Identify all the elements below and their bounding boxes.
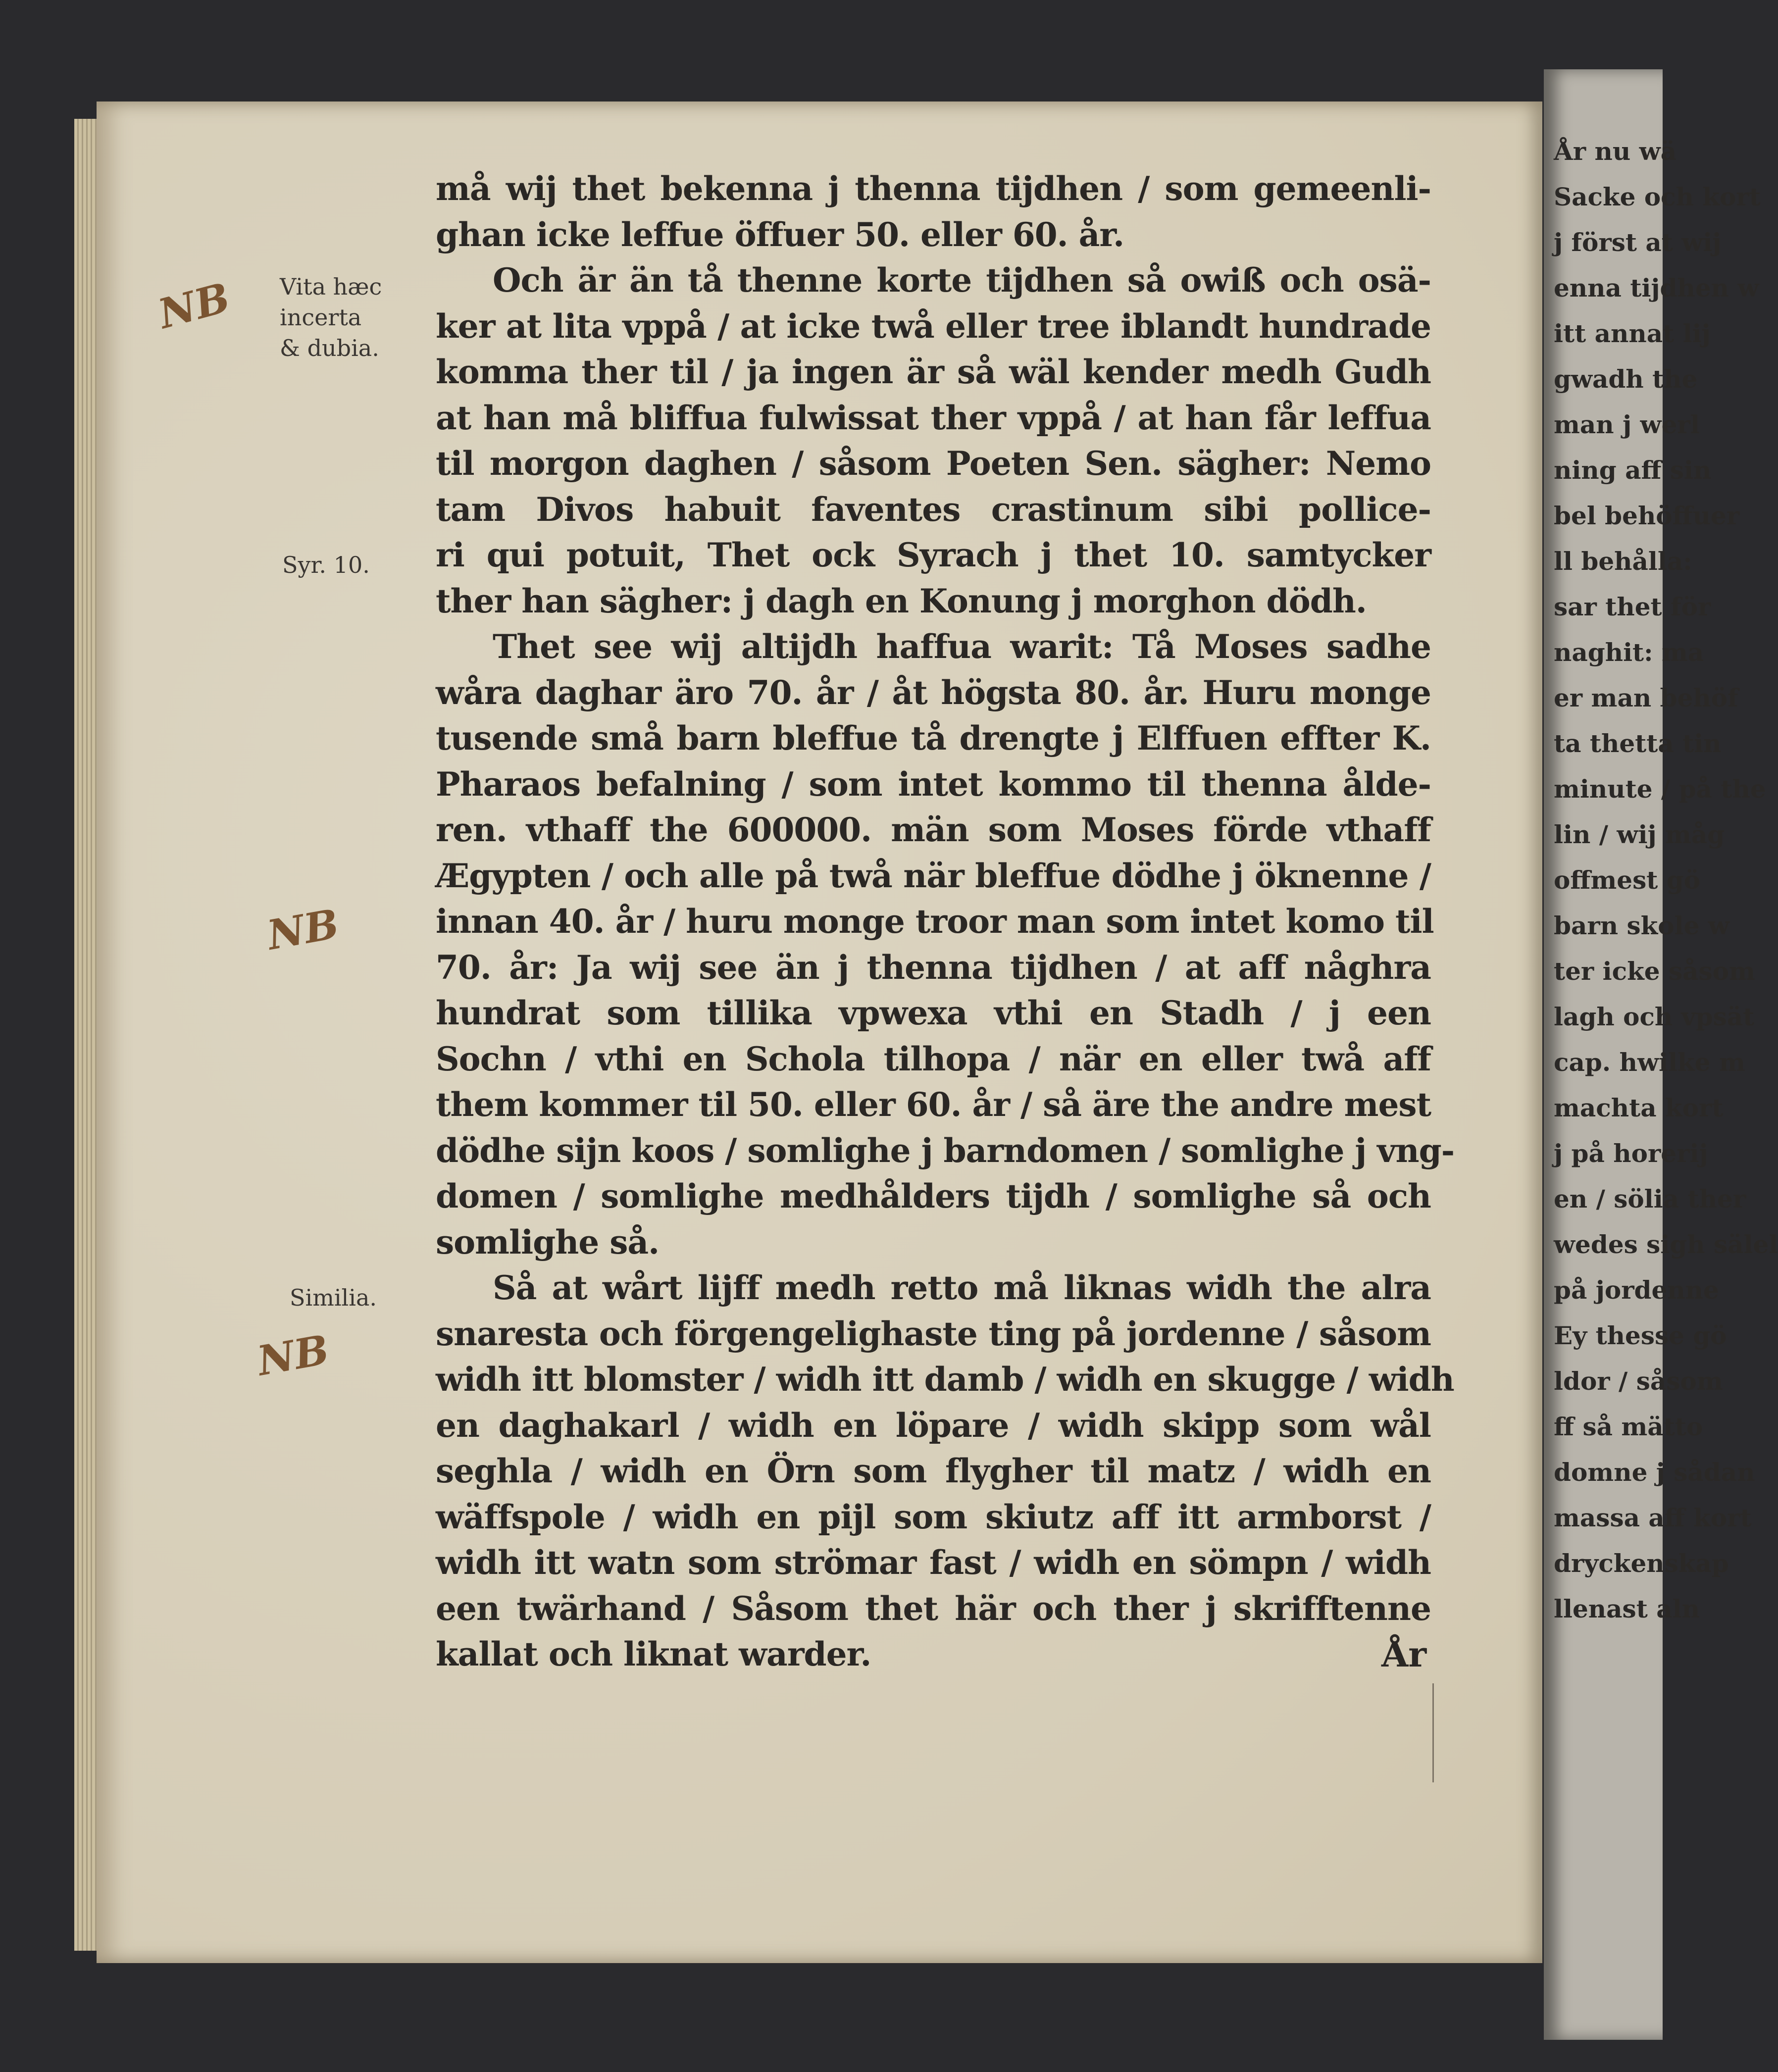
facing-page-line: År nu wä [1554,137,1677,166]
handwritten-nb-mark: NB [254,1326,333,1385]
text-line: innan 40. år / huru monge troor man som intet komo til [436,902,1434,941]
text-line: ther han sägher: j dagh en Konung j morghon dödh. [436,581,1367,620]
text-line: tusende små barn bleffue tå drengte j Elffuen effter K. [436,719,1431,758]
facing-page-line: ff så mätto [1554,1412,1703,1441]
text-line: 70. år: Ja wij see än j thenna tijdhen / at aff någhra [436,948,1431,987]
facing-page-line: cap. hwilke m [1554,1048,1745,1077]
facing-page-line: ter icke såsom [1554,957,1755,986]
text-line: må wij thet bekenna j thenna tijdhen / som gemeenli- [436,169,1431,208]
text-line: ker at lita vppå / at icke twå eller tree iblandt hundrade [436,306,1431,346]
facing-page-line: gwadh the [1554,364,1698,394]
text-line: en daghakarl / widh en löpare / widh skipp som wål [436,1406,1431,1445]
facing-page-line: en / sölia ther [1554,1184,1746,1213]
text-line: ghan icke leffue öffuer 50. eller 60. år. [436,215,1124,254]
text-line: at han må bliffua fulwissat ther vppå / at han får leffua [436,398,1431,437]
facing-page-line: ldor / såsom [1554,1366,1723,1396]
facing-page-line: ta thetta tin [1554,729,1722,758]
text-line: Thet see wij altijdh haffua warit: Tå Moses sadhe [493,627,1431,666]
main-text-block [436,166,1455,1677]
facing-page-line: massa aff kort [1554,1503,1752,1532]
facing-page-line: llenast aln [1554,1594,1700,1623]
text-line: wäffspole / widh en pijl som skiutz aff itt armborst / [436,1497,1431,1536]
margin-note-line: Vita hæc [280,273,382,300]
facing-page [1544,69,1778,2040]
facing-page-line: lagh och vpsät [1554,1002,1755,1031]
text-line: til morgon daghen / såsom Poeten Sen. sägher: Nemo [436,444,1431,483]
text-line: them kommer til 50. eller 60. år / så äre the andre mest [436,1085,1431,1124]
handwritten-nb-mark: NB [153,273,235,339]
facing-page-line: bel behöffuer [1554,501,1740,530]
text-line: somlighe så. [436,1222,660,1262]
facing-page-line: ning aff sin [1554,455,1712,485]
text-line: seghla / widh en Örn som flygher til matz / widh en [436,1452,1431,1490]
facing-page-line: barn skole w [1554,911,1729,940]
facing-page-line: lin / wij måg [1554,820,1725,849]
facing-page-line: på jordenne [1554,1275,1719,1305]
text-line: Ægypten / och alle på twå när bleffue dödhe j öknenne / [436,856,1431,895]
text-line: hundrat som tillika vpwexa vthi en Stadh / j een [436,994,1431,1032]
facing-page-line: minute / på the [1554,774,1766,804]
margin-note-vita [280,271,382,363]
text-line: Så at wårt lijff medh retto må liknas widh the alra [493,1268,1431,1307]
facing-page-line: machta kort [1554,1093,1724,1122]
margin-note-line: & dubia. [280,335,379,361]
text-line: ren. vthaff the 600000. män som Moses förde vthaff [436,810,1431,849]
handwritten-nb-mark: NB [263,900,343,960]
facing-page-line: j på horerij [1554,1139,1708,1168]
text-line: kallat och liknat warder. [436,1635,871,1673]
text-line: wåra daghar äro 70. år / åt högsta 80. år. Huru monge [436,673,1431,712]
facing-page-line: Sacke och kort [1554,182,1761,211]
margin-note-line: incerta [280,304,362,331]
facing-page-line: ll behålla: [1554,547,1692,576]
facing-page-line: enna tijdhen w [1554,273,1759,303]
text-line: een twärhand / Såsom thet här och ther j skrifftenne [436,1589,1431,1628]
text-line: widh itt watn som strömar fast / widh en sömpn / widh [436,1543,1431,1582]
facing-page-text [1544,129,1778,1632]
text-line: snaresta och förgengelighaste ting på jordenne / såsom [436,1314,1431,1353]
text-line: domen / somlighe medhålders tijdh / somlighe så och [436,1177,1431,1215]
facing-page-line: wedes sigh sälel [1554,1230,1778,1259]
text-line: Pharaos befalning / som intet kommo til thenna ålde- [436,764,1431,804]
text-line: dödhe sijn koos / somlighe j barndomen / somlighe j vng- [436,1131,1455,1170]
facing-page-line: Ey thesse gö [1554,1321,1727,1350]
facing-page-line: sar thet för [1554,592,1711,621]
text-line: ri qui potuit, Thet ock Syrach j thet 10. samtycker [436,536,1431,574]
margin-note-syr: Syr. 10. [282,552,370,578]
facing-page-line: man j werl [1554,410,1700,439]
facing-page-line: naghit: ma [1554,638,1704,667]
text-line: widh itt blomster / widh itt damb / widh en skugge / widh [436,1360,1454,1399]
facing-page-line: domne j sådan [1554,1458,1755,1487]
text-line: Och är än tå thenne korte tijdhen så owiß och osä- [493,261,1431,300]
facing-page-line: j först at wij [1554,228,1722,257]
facing-page-line: dryckenskap [1554,1549,1729,1578]
text-line: komma ther til / ja ingen är så wäl kender medh Gudh [436,353,1431,391]
margin-note-similia: Similia. [290,1284,377,1311]
facing-page-line: offmest gö [1554,865,1701,895]
facing-page-line: er man behöf [1554,683,1738,712]
catchword: År [1381,1634,1427,1675]
text-line: tam Divos habuit faventes crastinum sibi pollice- [436,490,1431,529]
facing-page-line: itt annat lij [1554,319,1711,348]
text-line: Sochn / vthi en Schola tilhopa / när en eller twå aff [436,1039,1431,1078]
page-rule [1432,1683,1434,1782]
